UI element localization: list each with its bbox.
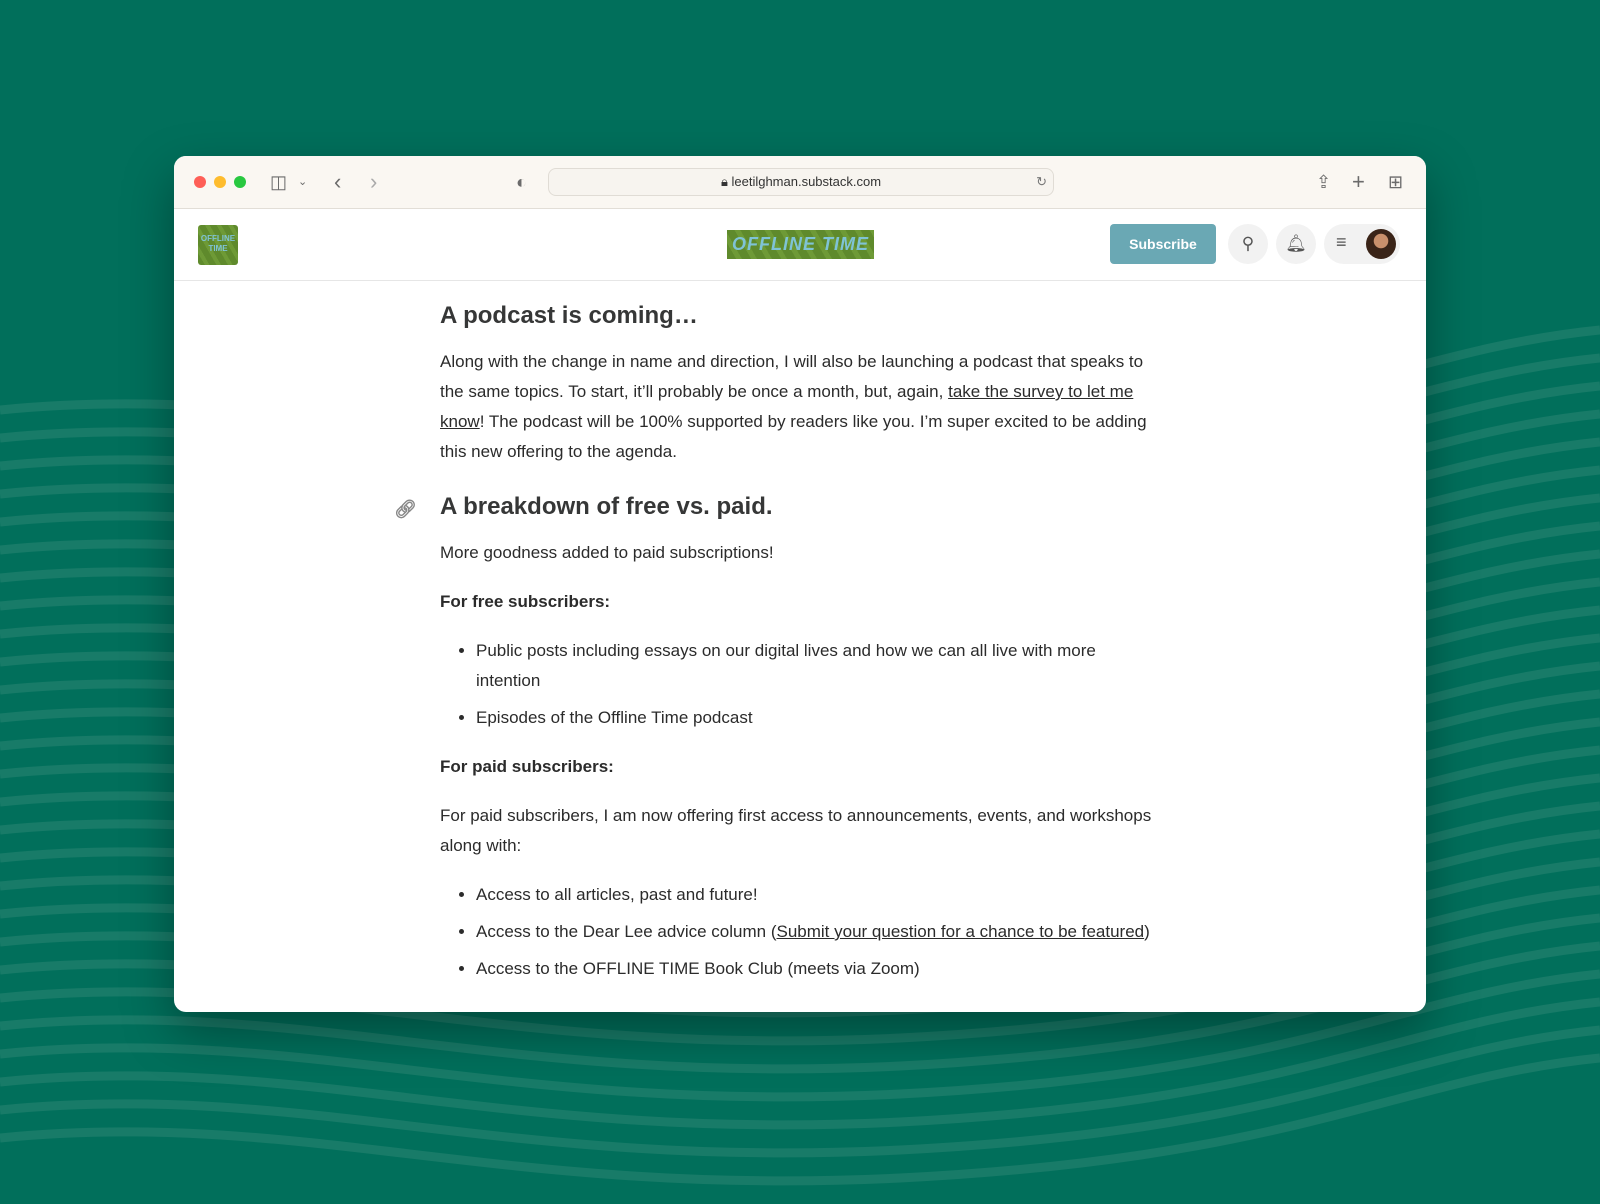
back-icon[interactable]: ‹: [334, 169, 342, 194]
avatar[interactable]: [1366, 229, 1396, 259]
free-list: [440, 636, 1164, 733]
site-logo-small[interactable]: OFFLINE TIME: [198, 225, 238, 265]
minimize-button[interactable]: [214, 176, 226, 188]
url-text: leetilghman.substack.com: [731, 174, 882, 189]
list-item: • Access to the OFFLINE TIME Book Club (meets via Zoom): [476, 954, 1164, 984]
chevron-down-icon[interactable]: ⌄: [298, 176, 308, 188]
paid-heading: For paid subscribers:: [440, 757, 614, 776]
article-body: [394, 300, 1164, 984]
close-button[interactable]: [194, 176, 206, 188]
menu-icon: ≡: [1336, 232, 1347, 252]
browser-toolbar: [174, 156, 1426, 209]
reload-icon[interactable]: ↻: [1036, 174, 1047, 189]
heading-breakdown: 🔗︎ A breakdown of free vs. paid.: [440, 491, 1164, 523]
paragraph-goodness: More goodness added to paid subscriptions!: [440, 543, 774, 562]
site-logo-wordmark[interactable]: OFFLINE TIME: [727, 230, 874, 259]
shield-icon[interactable]: ◐: [516, 172, 527, 192]
list-item: • Access to all articles, past and future!: [476, 880, 1164, 910]
submit-question-link[interactable]: Submit your question for a chance to be featured: [776, 922, 1145, 941]
lock-icon: 🔒︎: [720, 174, 728, 189]
free-heading: For free subscribers:: [440, 592, 611, 611]
list-item: • Episodes of the Offline Time podcast: [476, 703, 1164, 733]
site-header: [174, 209, 1426, 281]
search-icon[interactable]: ⚲: [1228, 224, 1268, 264]
forward-icon[interactable]: ›: [370, 169, 378, 194]
heading-podcast: A podcast is coming…: [440, 302, 698, 329]
share-icon[interactable]: ⇪: [1316, 172, 1332, 192]
list-item: • Access to the Dear Lee advice column (Submit your question for a chance to be featured): [476, 917, 1164, 947]
paid-list: [440, 880, 1164, 984]
address-bar[interactable]: [548, 168, 1054, 196]
bell-icon[interactable]: 🔔︎: [1276, 224, 1316, 264]
sidebar-icon[interactable]: ◫: [270, 172, 288, 192]
paid-intro: For paid subscribers, I am now offering first access to announcements, events, and workshops along with:: [440, 806, 1152, 855]
new-tab-icon[interactable]: +: [1352, 169, 1365, 194]
paragraph-podcast: Along with the change in name and direction, I will also be launching a podcast that speaks to the same topics. To start, it’ll probably be once a month, but, again, take the survey to let me know! The podcast will be 100% supported by readers like you. I’m super excited to be adding this new offering to the agenda.: [440, 352, 1147, 461]
tab-overview-icon[interactable]: ⊞: [1388, 172, 1404, 192]
zoom-button[interactable]: [234, 176, 246, 188]
subscribe-button[interactable]: Subscribe: [1110, 224, 1216, 264]
account-menu[interactable]: [1324, 224, 1400, 264]
survey-link[interactable]: take the survey to let me know: [440, 382, 1134, 431]
browser-window: [174, 156, 1426, 1012]
list-item: • Public posts including essays on our digital lives and how we can all live with more intention: [476, 636, 1164, 696]
link-icon[interactable]: 🔗︎: [394, 499, 417, 519]
